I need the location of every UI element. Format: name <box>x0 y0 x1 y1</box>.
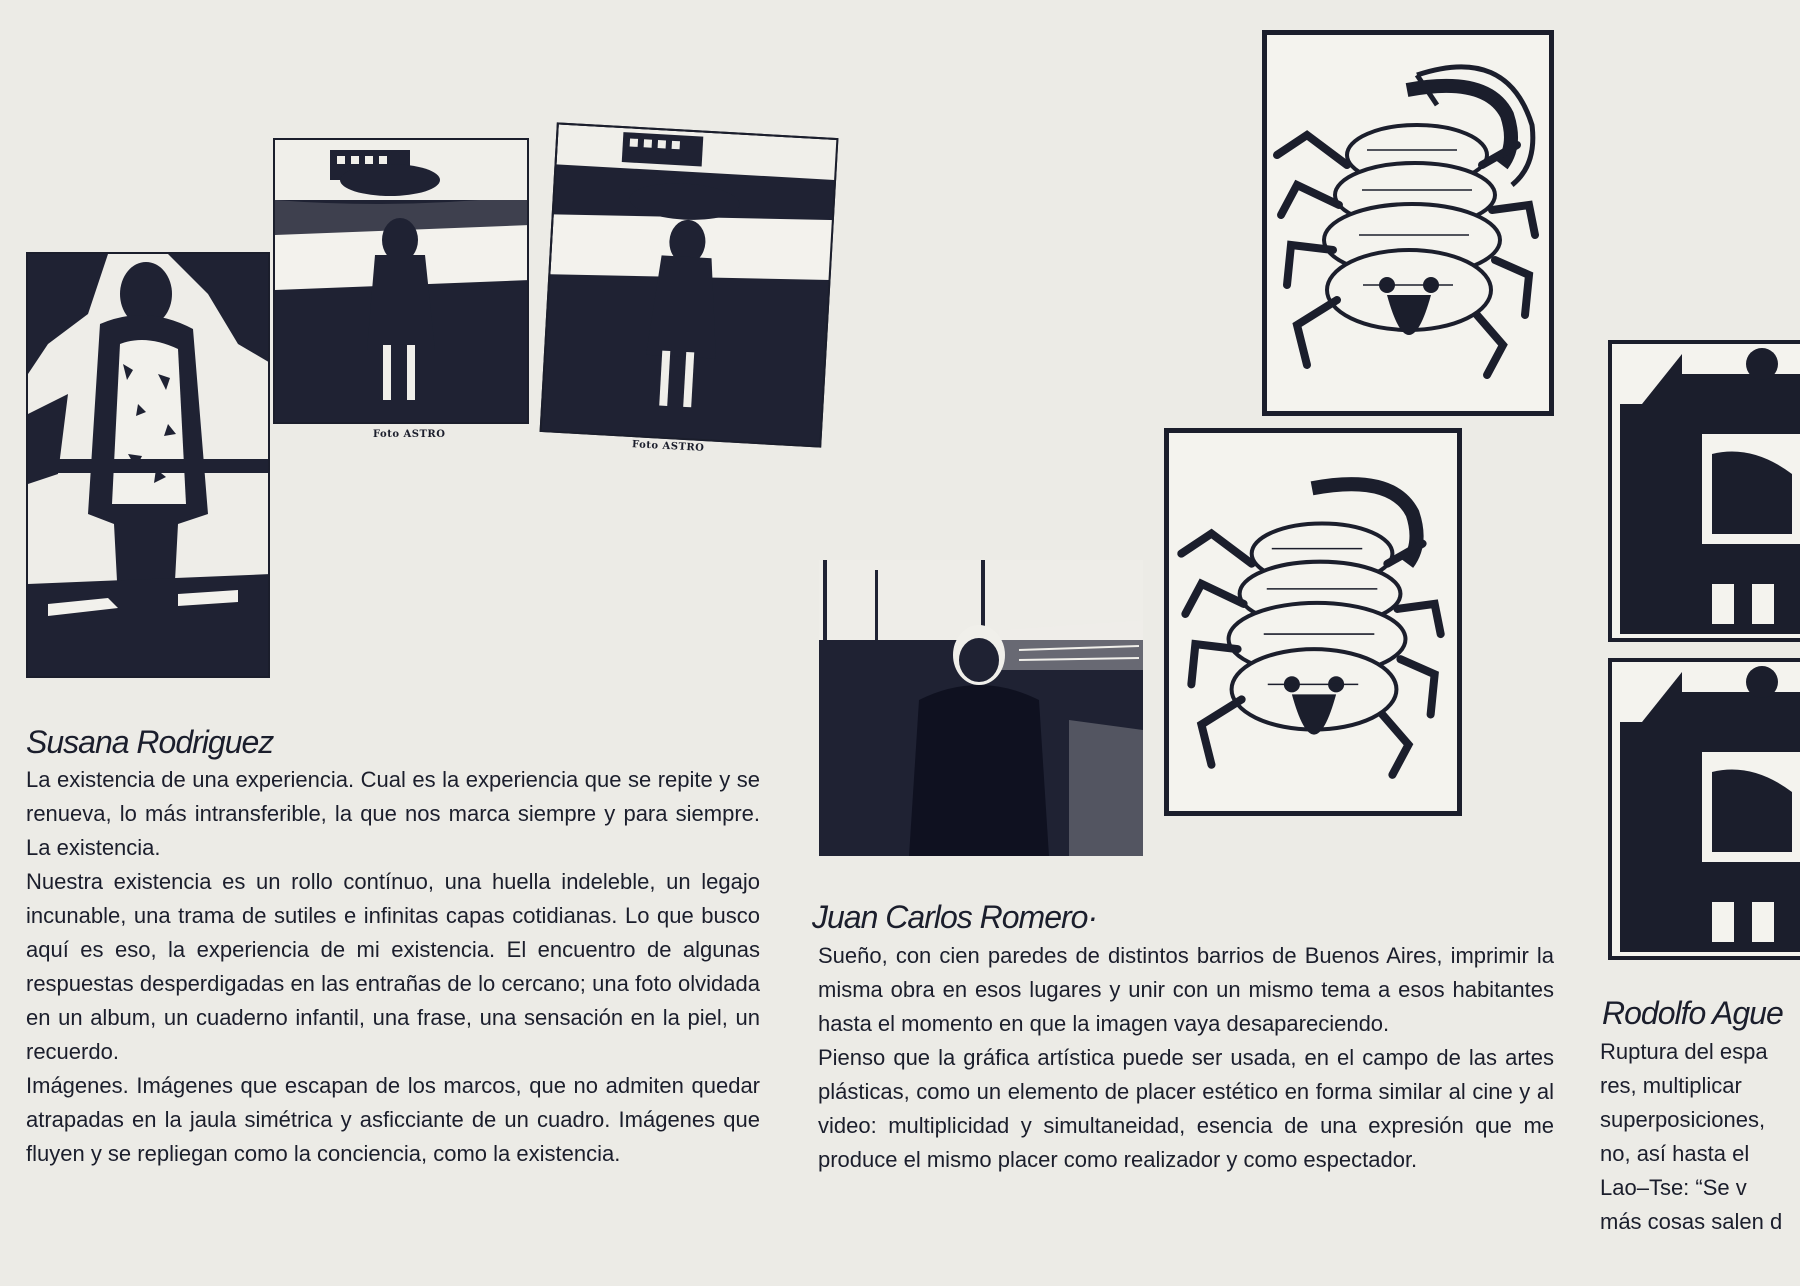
line: no, así hasta el <box>1600 1141 1750 1166</box>
artist-name-susana: Susana Rodriguez <box>26 724 274 760</box>
text-column-rodolfo <box>1600 1035 1800 1239</box>
scorpion-print-bottom <box>1164 428 1462 816</box>
portrait-photo-man-art <box>819 560 1143 856</box>
paragraph: La existencia de una experiencia. Cual es la experiencia que se repite y se renueva, lo más intransferible, la que nos marca siempre y para siempre. La existencia. <box>26 767 760 860</box>
building-print-top-art <box>1612 344 1800 638</box>
beach-photo-2-art <box>541 124 838 447</box>
scorpion-icon <box>1169 433 1457 811</box>
text-column-susana <box>26 763 760 1171</box>
beach-photo-1-art <box>275 140 529 424</box>
portrait-photo-art <box>28 254 270 678</box>
beach-photo-2 <box>540 122 839 447</box>
line: más cosas salen d <box>1600 1209 1783 1234</box>
paragraph: Pienso que la gráfica artística puede ser usada, en el campo de las artes plásticas, como un elemento de placer estético en forma similar al cine y al video: multiplicidad y simultaneidad, esencia de una expresión que me produce el mismo placer como realizador y como espectador. <box>818 1045 1554 1172</box>
line: res, multiplicar <box>1600 1073 1742 1098</box>
text-column-rodolfo-clip <box>1600 995 1800 1286</box>
paragraph: Nuestra existencia es un rollo contínuo, una huella indeleble, un legajo incunable, una trama de sutiles e infinitas capas cotidianas. Lo que busco aquí es eso, la experiencia de mi existencia. El encuentro de algunas respuestas desperdigadas en las entrañas de lo cercano; una foto olvidada en un album, un cuaderno infantil, una frase, una sensación en la piel, un recuerdo. <box>26 869 760 1064</box>
portrait-photo-man-port <box>819 560 1143 856</box>
artist-name-juan-carlos: Juan Carlos Romero· <box>812 899 1098 935</box>
text-column-juan-carlos <box>818 939 1554 1177</box>
paragraph: Imágenes. Imágenes que escapan de los marcos, que no admiten quedar atrapadas en la jaula simétrica y asficciante de un cuadro. Imágenes que fluyen y se repliegan como la conciencia, como la existencia. <box>26 1073 760 1166</box>
paragraph: Sueño, con cien paredes de distintos barrios de Buenos Aires, imprimir la misma obra en esos lugares y unir con un mismo tema a esos habitantes hasta el momento en que la imagen vaya desapareciendo. <box>818 943 1554 1036</box>
scorpion-icon <box>1267 35 1549 411</box>
portrait-photo-woman <box>26 252 270 678</box>
scorpion-print-top <box>1262 30 1554 416</box>
line: Ruptura del espa <box>1600 1039 1768 1064</box>
building-print-bottom <box>1608 658 1800 960</box>
beach-photo-1 <box>273 138 529 424</box>
line: Lao–Tse: “Se v <box>1600 1175 1747 1200</box>
beach-photo-1-stamp: Foto ASTRO <box>373 429 446 440</box>
artist-name-rodolfo: Rodolfo Ague <box>1602 995 1783 1031</box>
line: superposiciones, <box>1600 1107 1766 1132</box>
building-print-bottom-art <box>1612 662 1800 956</box>
beach-photo-2-stamp: Foto ASTRO <box>631 439 705 454</box>
building-print-top <box>1608 340 1800 642</box>
